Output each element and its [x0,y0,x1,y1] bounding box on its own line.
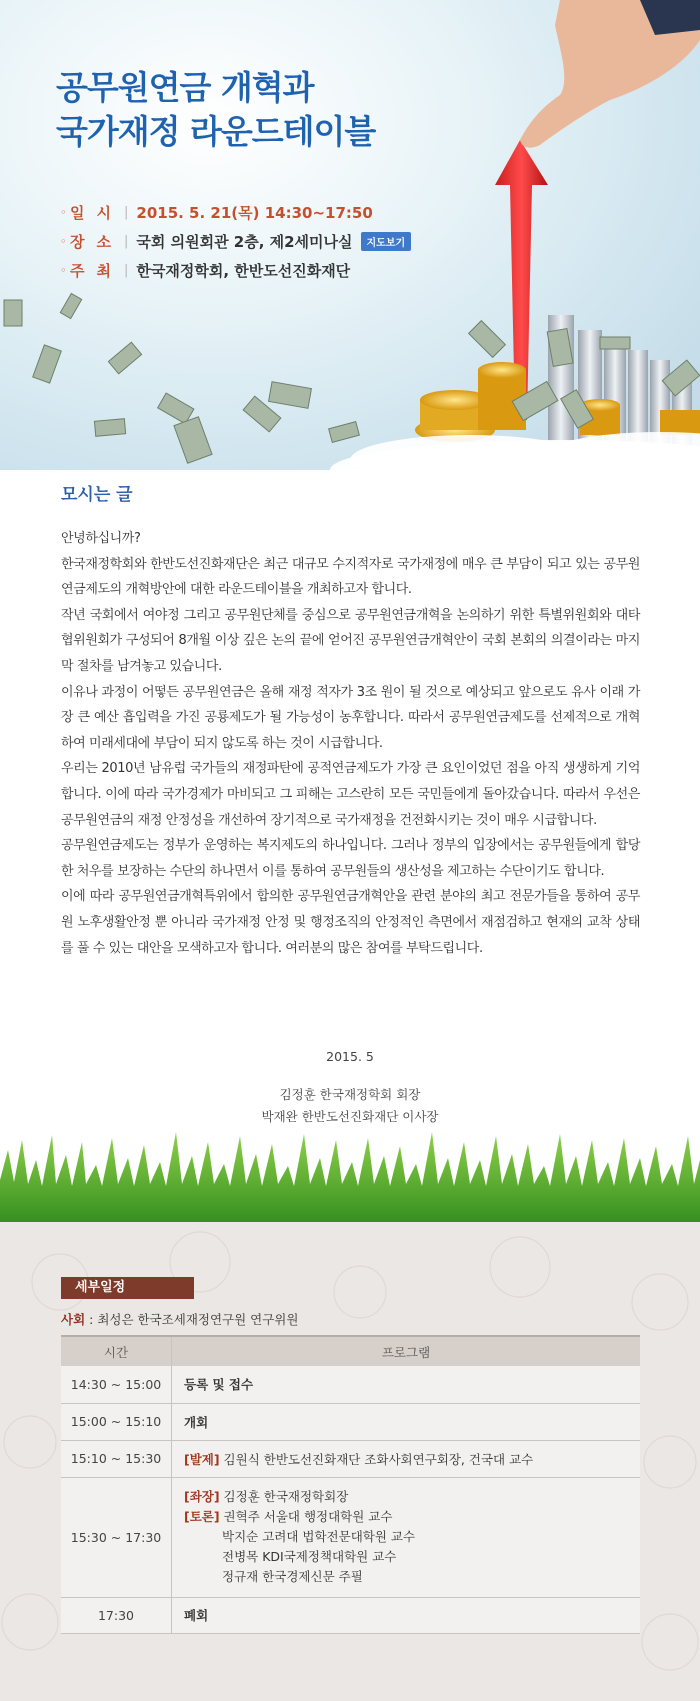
invitation-letter [0,470,700,1180]
hand-graphic [520,0,700,148]
letter-title: 모시는 글 [61,485,133,505]
bullet-icon: ◦ [60,264,67,277]
header-time: 시간 [61,1336,172,1366]
letter-paragraph: 안녕하십니까? [61,531,141,546]
event-info [60,198,411,285]
panel-line [184,1507,639,1527]
chair-line [184,1487,639,1507]
letter-paragraph: 작년 국회에서 여야정 그리고 공무원단체를 중심으로 공무원연금개혁을 논의하기 위한 특별위원회와 대타협위원회가 구성되어 8개월 이상 깊은 논의 끝에 얻어진 공무원연금개혁안이 국회 본회의 의결이라는 마지막 절차를 남겨놓고 있습니다. [61,607,640,674]
row-time: 15:00 ~ 15:10 [61,1403,172,1440]
letter-paragraph: 이에 따라 공무원연금개혁특위에서 합의한 공무원연금개혁안을 관련 분야의 최고 전문가들을 통하여 공무원 노후생활안정 뿐 아니라 국가재정 안정 및 행정조직의 안정적인 측면에서 재점검하고 현재의 교착 상태를 풀 수 있는 대안을 모색하고자 합니다. 여러분의 많은 참여를 부탁드립니다. [61,889,640,956]
row-time: 15:30 ~ 17:30 [61,1477,172,1597]
letter-paragraph: 한국재정학회와 한반도선진화재단은 최근 대규모 수지적자로 국가재정에 매우 큰 부담이 되고 있는 공무원연금제도의 개혁방안에 대한 라운드테이블을 개최하고자 합니다. [61,556,640,598]
info-value-venue: 국회 의원회관 2층, 제2세미나실 [136,233,353,251]
letter-date: 2015. 5 [326,1049,374,1064]
info-value-host: 한국재정학회, 한반도선진화재단 [136,262,351,280]
row-program: 개회 [172,1403,641,1440]
row-program: 폐회 [172,1597,641,1633]
info-row-datetime [60,198,411,227]
table-row [61,1477,640,1597]
chair-name: 김정훈 한국재정학회장 [219,1489,349,1504]
chair-tag: [좌장] [184,1489,220,1504]
schedule-table [61,1335,640,1634]
row-program [172,1477,641,1597]
table-row [61,1403,640,1440]
table-row [61,1440,640,1477]
info-separator: | [124,205,129,220]
letter-body [61,526,640,961]
view-map-button[interactable]: 지도보기 [361,232,412,251]
info-label-host: 주최 [70,262,123,280]
event-title-line1: 공무원연금 개혁과 [56,68,314,107]
letter-paragraph: 우리는 2010년 남유럽 국가들의 재정파탄에 공적연금제도가 가장 큰 요인이었던 점을 아직 생생하게 기억합니다. 이에 따라 국가경제가 마비되고 그 피해는 고스란히 모든 국민들에게 돌아갔습니다. 따라서 우선은 공무원연금의 재정 안정성을 개선하여 장기적으로 국가재정을 건전화시키는 것이 매우 시급합니다. [61,761,640,828]
info-row-venue [60,227,411,256]
panelist-name: 전병목 KDI국제정책대학원 교수 [222,1549,397,1564]
row-time: 14:30 ~ 15:00 [61,1366,172,1403]
letter-paragraph: 공무원연금제도는 정부가 운영하는 복지제도의 하나입니다. 그러나 정부의 입장에서는 공무원들에게 합당한 처우를 보장하는 수단의 하나면서 이를 통하여 공무원들의 생산성을 제고하는 수단이기도 합니다. [61,838,640,879]
panelist-name: 권혁주 서울대 행정대학원 교수 [219,1509,393,1524]
header-banner [0,0,700,480]
moderator-line [61,1310,298,1328]
info-label-venue: 장소 [70,233,123,251]
letter-paragraph: 이유나 과정이 어떻든 공무원연금은 올해 재정 적자가 3조 원이 될 것으로 예상되고 앞으로도 유사 이래 가장 큰 예산 흡입력을 가진 공룡제도가 될 가능성이 농후합니다. 따라서 공무원연금제도를 선제적으로 개혁하여 미래세대에 부담이 되지 않도록 하는 것이 시급합니다. [61,684,640,751]
schedule-badge: 세부일정 [61,1277,194,1299]
info-value-datetime: 2015. 5. 21(목) 14:30~17:50 [136,204,373,222]
bullet-icon: ◦ [60,235,67,248]
table-header-row [61,1336,640,1366]
bullet-icon: ◦ [60,206,67,219]
moderator-name: : 최성은 한국조세재정연구원 연구위원 [85,1312,299,1327]
info-separator: | [124,263,129,278]
panelist-name: 정규재 한국경제신문 주필 [222,1569,363,1584]
table-row [61,1366,640,1403]
event-title [56,66,375,154]
info-label-datetime: 일시 [70,204,123,222]
header-program: 프로그램 [172,1336,641,1366]
schedule-section [0,1222,700,1701]
info-separator: | [124,234,129,249]
row-program: 등록 및 접수 [172,1366,641,1403]
signature-line: 김정훈 한국재정학회 회장 [279,1087,421,1102]
grass-illustration [0,1120,700,1230]
panelist-name: 박지순 고려대 법학전문대학원 교수 [222,1529,416,1544]
table-row [61,1597,640,1633]
presentation-tag: [발제] [184,1451,220,1467]
presenter-name: 김원식 한반도선진화재단 조화사회연구회장, 건국대 교수 [219,1451,534,1467]
row-program [172,1440,641,1477]
moderator-label: 사회 [61,1312,86,1327]
row-time: 17:30 [61,1597,172,1633]
event-title-line2: 국가재정 라운드테이블 [56,112,376,151]
row-time: 15:10 ~ 15:30 [61,1440,172,1477]
panel-tag: [토론] [184,1509,220,1524]
signature-line: 박재완 한반도선진화재단 이사장 [261,1109,439,1124]
info-row-host [60,256,411,285]
